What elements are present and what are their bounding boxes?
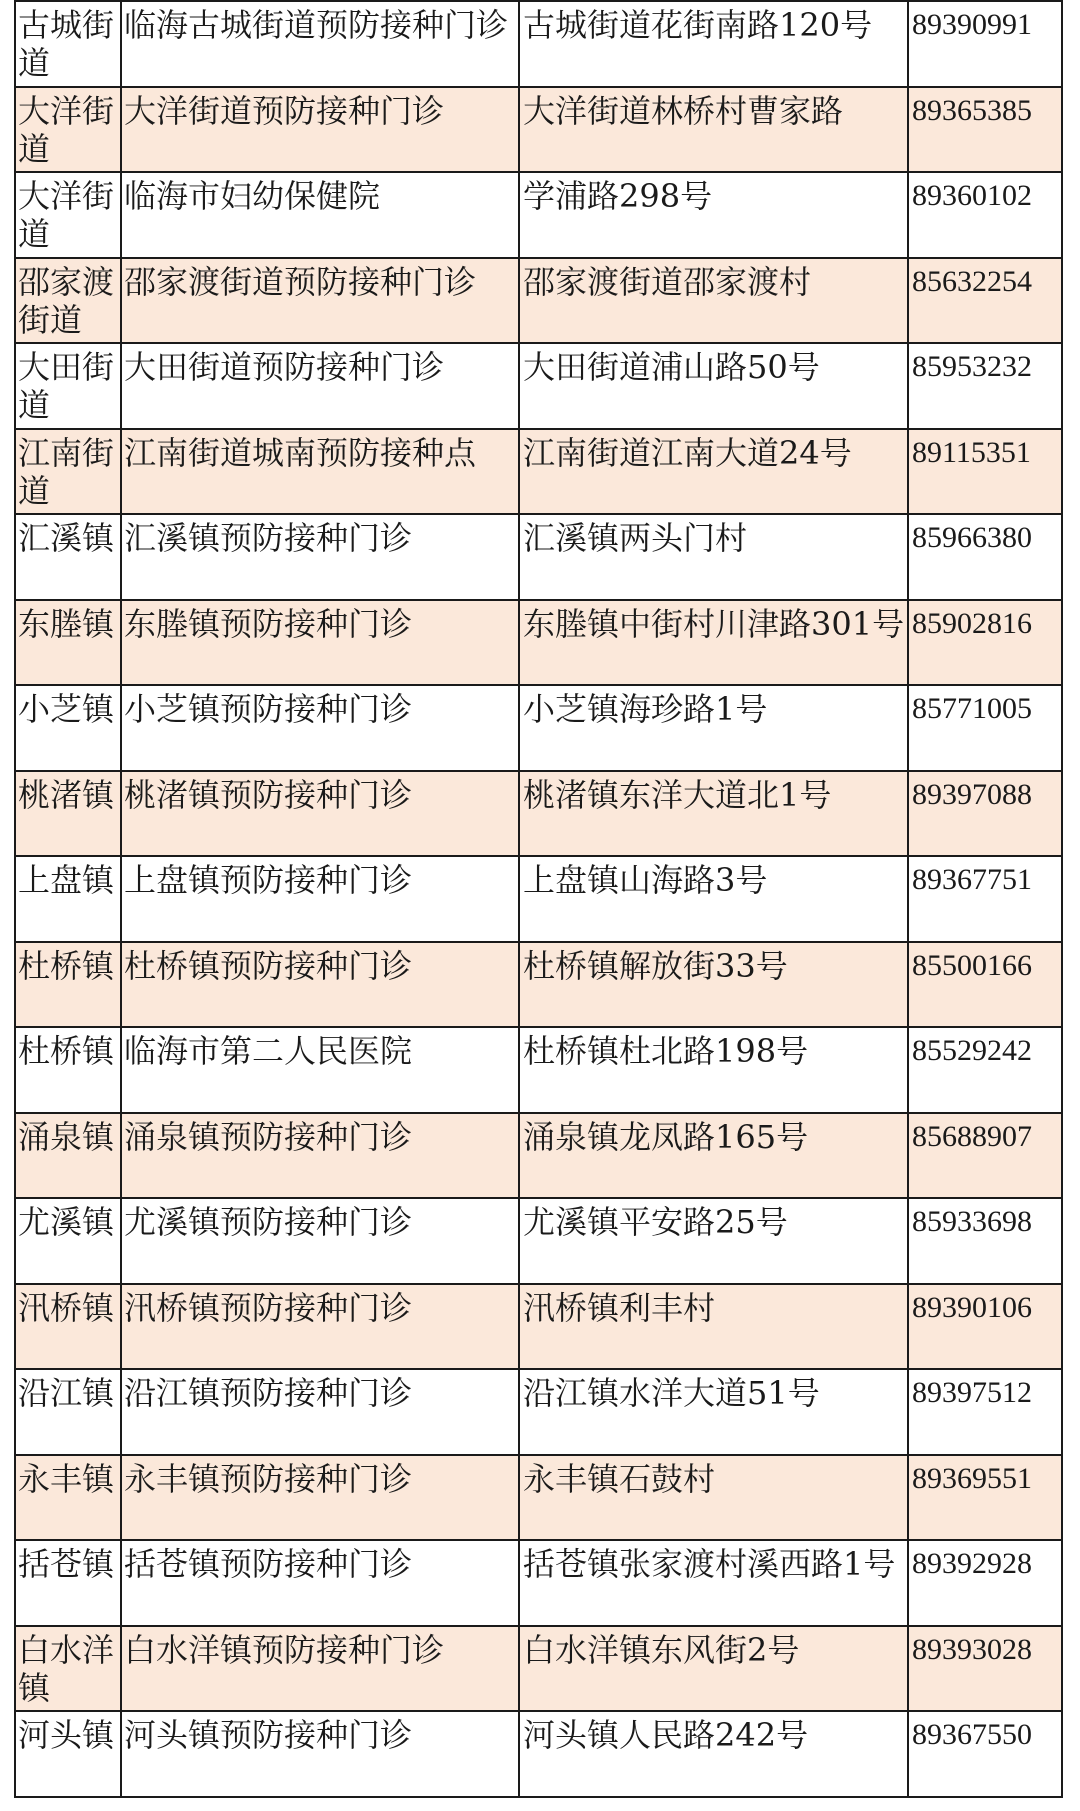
- table-row: [15, 1369, 1062, 1455]
- area-cell: 沿江镇: [15, 1369, 121, 1455]
- phone-cell: 85688907: [908, 1113, 1062, 1199]
- area-cell: 汛桥镇: [15, 1284, 121, 1370]
- address-cell: 学浦路298号: [519, 172, 908, 258]
- phone-cell: 89367550: [908, 1711, 1062, 1797]
- clinic-table-sheet: [14, 0, 1061, 1796]
- phone-cell: 89115351: [908, 429, 1062, 515]
- phone-cell: 85529242: [908, 1027, 1062, 1113]
- address-cell: 涌泉镇龙凤路165号: [519, 1113, 908, 1199]
- table-row: [15, 1027, 1062, 1113]
- area-cell: 大田街道: [15, 343, 121, 429]
- table-row: [15, 1626, 1062, 1712]
- phone-cell: 85953232: [908, 343, 1062, 429]
- address-cell: 小芝镇海珍路1号: [519, 685, 908, 771]
- address-cell: 上盘镇山海路3号: [519, 856, 908, 942]
- phone-cell: 89390991: [908, 1, 1062, 87]
- address-cell: 杜桥镇解放街33号: [519, 942, 908, 1028]
- clinic-name-cell: 邵家渡街道预防接种门诊: [121, 258, 519, 344]
- table-row: [15, 1455, 1062, 1541]
- clinic-name-cell: 小芝镇预防接种门诊: [121, 685, 519, 771]
- table-row: [15, 429, 1062, 515]
- area-cell: 尤溪镇: [15, 1198, 121, 1284]
- phone-cell: 89360102: [908, 172, 1062, 258]
- clinic-name-cell: 江南街道城南预防接种点: [121, 429, 519, 515]
- table-row: [15, 514, 1062, 600]
- area-cell: 东塍镇: [15, 600, 121, 686]
- clinic-name-cell: 尤溪镇预防接种门诊: [121, 1198, 519, 1284]
- clinic-name-cell: 永丰镇预防接种门诊: [121, 1455, 519, 1541]
- clinic-table-body: [15, 1, 1062, 1797]
- table-row: [15, 1284, 1062, 1370]
- address-cell: 白水洋镇东风街2号: [519, 1626, 908, 1712]
- area-cell: 大洋街道: [15, 172, 121, 258]
- phone-cell: 89397512: [908, 1369, 1062, 1455]
- table-row: [15, 600, 1062, 686]
- clinic-name-cell: 括苍镇预防接种门诊: [121, 1540, 519, 1626]
- address-cell: 江南街道江南大道24号: [519, 429, 908, 515]
- area-cell: 桃渚镇: [15, 771, 121, 857]
- area-cell: 杜桥镇: [15, 942, 121, 1028]
- table-row: [15, 1540, 1062, 1626]
- phone-cell: 89393028: [908, 1626, 1062, 1712]
- area-cell: 杜桥镇: [15, 1027, 121, 1113]
- phone-cell: 89392928: [908, 1540, 1062, 1626]
- address-cell: 邵家渡街道邵家渡村: [519, 258, 908, 344]
- area-cell: 汇溪镇: [15, 514, 121, 600]
- phone-cell: 85966380: [908, 514, 1062, 600]
- clinic-table: [14, 0, 1063, 1798]
- clinic-name-cell: 临海市妇幼保健院: [121, 172, 519, 258]
- table-row: [15, 856, 1062, 942]
- address-cell: 大洋街道林桥村曹家路: [519, 87, 908, 173]
- area-cell: 上盘镇: [15, 856, 121, 942]
- clinic-name-cell: 杜桥镇预防接种门诊: [121, 942, 519, 1028]
- area-cell: 白水洋镇: [15, 1626, 121, 1712]
- phone-cell: 89369551: [908, 1455, 1062, 1541]
- clinic-name-cell: 大田街道预防接种门诊: [121, 343, 519, 429]
- table-row: [15, 1113, 1062, 1199]
- table-row: [15, 343, 1062, 429]
- area-cell: 括苍镇: [15, 1540, 121, 1626]
- phone-cell: 89397088: [908, 771, 1062, 857]
- clinic-name-cell: 汛桥镇预防接种门诊: [121, 1284, 519, 1370]
- address-cell: 古城街道花街南路120号: [519, 1, 908, 87]
- area-cell: 江南街道: [15, 429, 121, 515]
- area-cell: 古城街道: [15, 1, 121, 87]
- clinic-name-cell: 临海市第二人民医院: [121, 1027, 519, 1113]
- phone-cell: 85500166: [908, 942, 1062, 1028]
- address-cell: 东塍镇中街村川津路301号: [519, 600, 908, 686]
- table-row: [15, 1711, 1062, 1797]
- area-cell: 涌泉镇: [15, 1113, 121, 1199]
- address-cell: 河头镇人民路242号: [519, 1711, 908, 1797]
- address-cell: 括苍镇张家渡村溪西路1号: [519, 1540, 908, 1626]
- clinic-name-cell: 上盘镇预防接种门诊: [121, 856, 519, 942]
- phone-cell: 89367751: [908, 856, 1062, 942]
- table-row: [15, 1198, 1062, 1284]
- table-row: [15, 172, 1062, 258]
- address-cell: 汛桥镇利丰村: [519, 1284, 908, 1370]
- clinic-name-cell: 东塍镇预防接种门诊: [121, 600, 519, 686]
- address-cell: 大田街道浦山路50号: [519, 343, 908, 429]
- address-cell: 永丰镇石鼓村: [519, 1455, 908, 1541]
- area-cell: 河头镇: [15, 1711, 121, 1797]
- phone-cell: 85771005: [908, 685, 1062, 771]
- table-row: [15, 942, 1062, 1028]
- clinic-name-cell: 大洋街道预防接种门诊: [121, 87, 519, 173]
- address-cell: 沿江镇水洋大道51号: [519, 1369, 908, 1455]
- table-row: [15, 258, 1062, 344]
- clinic-name-cell: 沿江镇预防接种门诊: [121, 1369, 519, 1455]
- address-cell: 杜桥镇杜北路198号: [519, 1027, 908, 1113]
- area-cell: 大洋街道: [15, 87, 121, 173]
- clinic-name-cell: 河头镇预防接种门诊: [121, 1711, 519, 1797]
- phone-cell: 89390106: [908, 1284, 1062, 1370]
- phone-cell: 85632254: [908, 258, 1062, 344]
- clinic-name-cell: 白水洋镇预防接种门诊: [121, 1626, 519, 1712]
- address-cell: 汇溪镇两头门村: [519, 514, 908, 600]
- clinic-name-cell: 桃渚镇预防接种门诊: [121, 771, 519, 857]
- area-cell: 永丰镇: [15, 1455, 121, 1541]
- phone-cell: 89365385: [908, 87, 1062, 173]
- table-row: [15, 685, 1062, 771]
- table-row: [15, 1, 1062, 87]
- clinic-name-cell: 涌泉镇预防接种门诊: [121, 1113, 519, 1199]
- table-row: [15, 87, 1062, 173]
- address-cell: 尤溪镇平安路25号: [519, 1198, 908, 1284]
- area-cell: 小芝镇: [15, 685, 121, 771]
- address-cell: 桃渚镇东洋大道北1号: [519, 771, 908, 857]
- area-cell: 邵家渡街道: [15, 258, 121, 344]
- clinic-name-cell: 汇溪镇预防接种门诊: [121, 514, 519, 600]
- clinic-name-cell: 临海古城街道预防接种门诊: [121, 1, 519, 87]
- phone-cell: 85933698: [908, 1198, 1062, 1284]
- phone-cell: 85902816: [908, 600, 1062, 686]
- table-row: [15, 771, 1062, 857]
